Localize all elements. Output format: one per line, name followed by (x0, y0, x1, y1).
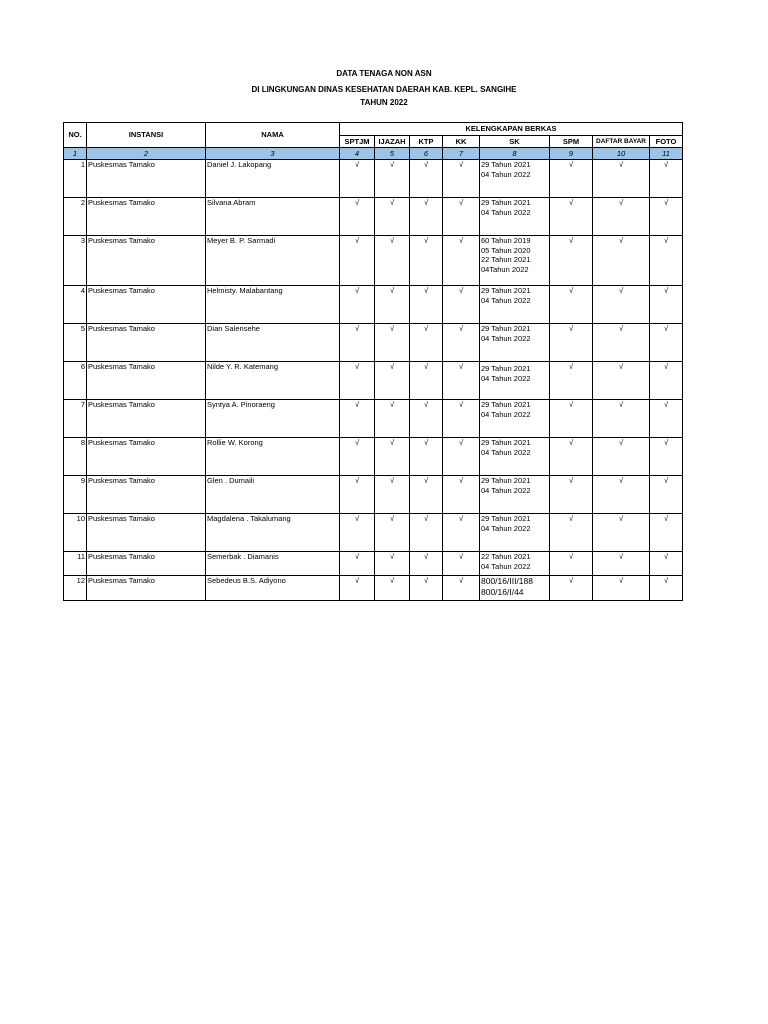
sk-entry: 04 Tahun 2022 (481, 333, 531, 343)
table-row (64, 476, 683, 514)
sk-entry: 04 Tahun 2022 (481, 409, 531, 419)
row-daftar-bayar-check: √ (593, 236, 650, 286)
row-nama-cell: Magdalena . Takalumang (206, 514, 340, 552)
index-cell: 5 (375, 148, 410, 160)
row-sk-cell (480, 476, 550, 514)
row-sptjm-check: √ (340, 552, 375, 576)
row-foto-check: √ (650, 236, 683, 286)
row-daftar-bayar-check: √ (593, 160, 650, 198)
sk-entry: 04 Tahun 2022 (481, 485, 531, 495)
row-sptjm-check: √ (340, 198, 375, 236)
row-spm-check: √ (550, 400, 593, 438)
sk-entry: 04 Tahun 2022 (481, 447, 531, 457)
row-ktp-check: √ (410, 236, 443, 286)
row-daftar-bayar-check: √ (593, 400, 650, 438)
col-header-instansi: INSTANSI (87, 123, 206, 148)
row-nama-cell: Semerbak . Diamanis (206, 552, 340, 576)
row-ijazah-check: √ (375, 236, 410, 286)
row-spm-check: √ (550, 576, 593, 601)
row-sk-cell (480, 514, 550, 552)
row-daftar-bayar-check: √ (593, 552, 650, 576)
row-no-cell: 11 (64, 552, 87, 576)
row-foto-check: √ (650, 576, 683, 601)
staff-table (63, 122, 683, 601)
row-ktp-check: √ (410, 160, 443, 198)
row-daftar-bayar-check: √ (593, 198, 650, 236)
row-sk-cell (480, 198, 550, 236)
row-sk-cell (480, 286, 550, 324)
row-daftar-bayar-check: √ (593, 576, 650, 601)
col-header-spm: SPM (550, 136, 593, 148)
col-header-foto: FOTO (650, 136, 683, 148)
row-daftar-bayar-check: √ (593, 286, 650, 324)
row-no-cell: 7 (64, 400, 87, 438)
sk-entry: 05 Tahun 2020 (481, 245, 531, 255)
row-daftar-bayar-check: √ (593, 362, 650, 400)
table-row (64, 236, 683, 286)
row-foto-check: √ (650, 198, 683, 236)
row-nama-cell: Dian Salensehe (206, 324, 340, 362)
row-kk-check: √ (443, 552, 480, 576)
row-foto-check: √ (650, 324, 683, 362)
row-ktp-check: √ (410, 362, 443, 400)
row-sk-cell (480, 236, 550, 286)
table-row (64, 198, 683, 236)
index-cell: 10 (593, 148, 650, 160)
row-spm-check: √ (550, 236, 593, 286)
row-ktp-check: √ (410, 198, 443, 236)
index-cell: 11 (650, 148, 683, 160)
row-sk-cell (480, 160, 550, 198)
row-ijazah-check: √ (375, 514, 410, 552)
table-row (64, 514, 683, 552)
row-kk-check: √ (443, 476, 480, 514)
row-spm-check: √ (550, 362, 593, 400)
sk-entry: 04 Tahun 2022 (481, 373, 531, 383)
row-daftar-bayar-check: √ (593, 514, 650, 552)
row-sptjm-check: √ (340, 324, 375, 362)
row-nama-cell: Glen . Dumaili (206, 476, 340, 514)
row-instansi-cell: Puskesmas Tamako (87, 552, 206, 576)
table-row (64, 552, 683, 576)
row-nama-cell: Sebedeus B.S. Adiyono (206, 576, 340, 601)
column-index-row (64, 148, 683, 160)
sk-entry: 29 Tahun 2021 (481, 324, 531, 333)
sk-entry: 04 Tahun 2022 (481, 561, 531, 571)
sk-entry: 29 Tahun 2021 (481, 198, 531, 207)
sk-entry: 04 Tahun 2022 (481, 523, 531, 533)
row-sptjm-check: √ (340, 362, 375, 400)
col-header-kelengkapan: KELENGKAPAN BERKAS (340, 123, 683, 136)
sk-entry: 22 Tahun 2021 (481, 552, 531, 561)
row-ktp-check: √ (410, 552, 443, 576)
index-cell: 6 (410, 148, 443, 160)
row-sptjm-check: √ (340, 400, 375, 438)
row-ijazah-check: √ (375, 198, 410, 236)
col-header-sk: SK (480, 136, 550, 148)
row-sptjm-check: √ (340, 476, 375, 514)
sk-entry: 29 Tahun 2021 (481, 476, 531, 485)
row-daftar-bayar-check: √ (593, 438, 650, 476)
col-header-kk: KK (443, 136, 480, 148)
index-cell: 2 (87, 148, 206, 160)
row-ktp-check: √ (410, 324, 443, 362)
row-foto-check: √ (650, 514, 683, 552)
row-sk-cell (480, 400, 550, 438)
row-foto-check: √ (650, 400, 683, 438)
row-ijazah-check: √ (375, 324, 410, 362)
row-kk-check: √ (443, 324, 480, 362)
row-sptjm-check: √ (340, 286, 375, 324)
row-foto-check: √ (650, 160, 683, 198)
row-instansi-cell: Puskesmas Tamako (87, 476, 206, 514)
row-no-cell: 9 (64, 476, 87, 514)
row-kk-check: √ (443, 362, 480, 400)
row-instansi-cell: Puskesmas Tamako (87, 198, 206, 236)
row-ktp-check: √ (410, 438, 443, 476)
row-kk-check: √ (443, 400, 480, 438)
row-no-cell: 12 (64, 576, 87, 601)
col-header-sptjm: SPTJM (340, 136, 375, 148)
row-spm-check: √ (550, 160, 593, 198)
sk-entry: 29 Tahun 2021 (481, 286, 531, 295)
row-instansi-cell: Puskesmas Tamako (87, 362, 206, 400)
row-foto-check: √ (650, 438, 683, 476)
row-ijazah-check: √ (375, 552, 410, 576)
row-ktp-check: √ (410, 476, 443, 514)
row-ijazah-check: √ (375, 438, 410, 476)
row-daftar-bayar-check: √ (593, 324, 650, 362)
row-spm-check: √ (550, 476, 593, 514)
row-foto-check: √ (650, 476, 683, 514)
index-cell: 7 (443, 148, 480, 160)
sk-entry: 04 Tahun 2022 (481, 207, 531, 217)
sk-entry: 60 Tahun 2019 (481, 236, 531, 245)
row-instansi-cell: Puskesmas Tamako (87, 324, 206, 362)
table-row (64, 576, 683, 601)
table-row (64, 438, 683, 476)
doc-title-line2: DI LINGKUNGAN DINAS KESEHATAN DAERAH KAB. KEPL. SANGIHE (251, 85, 517, 94)
row-kk-check: √ (443, 286, 480, 324)
col-header-no: NO. (64, 123, 87, 148)
row-kk-check: √ (443, 576, 480, 601)
row-daftar-bayar-check: √ (593, 476, 650, 514)
col-header-nama: NAMA (206, 123, 340, 148)
row-kk-check: √ (443, 514, 480, 552)
sk-entry: 29 Tahun 2021 (481, 364, 531, 373)
row-sptjm-check: √ (340, 160, 375, 198)
row-ktp-check: √ (410, 514, 443, 552)
row-ktp-check: √ (410, 576, 443, 601)
index-cell: 4 (340, 148, 375, 160)
row-ijazah-check: √ (375, 400, 410, 438)
row-no-cell: 8 (64, 438, 87, 476)
row-instansi-cell: Puskesmas Tamako (87, 400, 206, 438)
row-instansi-cell: Puskesmas Tamako (87, 236, 206, 286)
row-spm-check: √ (550, 286, 593, 324)
row-instansi-cell: Puskesmas Tamako (87, 576, 206, 601)
row-nama-cell: Syntya A. Pinoraeng (206, 400, 340, 438)
col-header-ktp: KTP (410, 136, 443, 148)
row-kk-check: √ (443, 160, 480, 198)
index-cell: 8 (480, 148, 550, 160)
row-instansi-cell: Puskesmas Tamako (87, 438, 206, 476)
sk-entry: 29 Tahun 2021 (481, 438, 531, 447)
sk-entry: 04Tahun 2022 (481, 264, 529, 274)
row-kk-check: √ (443, 438, 480, 476)
row-kk-check: √ (443, 236, 480, 286)
row-ijazah-check: √ (375, 576, 410, 601)
row-nama-cell: Silvana Abram (206, 198, 340, 236)
row-spm-check: √ (550, 514, 593, 552)
row-instansi-cell: Puskesmas Tamako (87, 160, 206, 198)
row-nama-cell: Rollie W. Korong (206, 438, 340, 476)
row-no-cell: 1 (64, 160, 87, 198)
row-instansi-cell: Puskesmas Tamako (87, 514, 206, 552)
doc-title-line1: DATA TENAGA NON ASN (336, 69, 432, 78)
row-nama-cell: Meyer B. P. Sarmadi (206, 236, 340, 286)
row-kk-check: √ (443, 198, 480, 236)
table-row (64, 362, 683, 400)
row-foto-check: √ (650, 286, 683, 324)
sk-entry: 04 Tahun 2022 (481, 295, 531, 305)
row-sk-cell (480, 552, 550, 576)
row-spm-check: √ (550, 198, 593, 236)
row-sk-cell (480, 362, 550, 400)
row-ijazah-check: √ (375, 362, 410, 400)
index-cell: 3 (206, 148, 340, 160)
table-row (64, 160, 683, 198)
col-header-ijazah: IJAZAH (375, 136, 410, 148)
table-row (64, 324, 683, 362)
row-no-cell: 10 (64, 514, 87, 552)
row-sk-cell (480, 324, 550, 362)
row-no-cell: 6 (64, 362, 87, 400)
sk-entry: 29 Tahun 2021 (481, 514, 531, 523)
row-ktp-check: √ (410, 286, 443, 324)
sk-entry: 29 Tahun 2021 (481, 160, 531, 169)
sk-entry: 800/16/III/188 (481, 576, 533, 586)
row-no-cell: 4 (64, 286, 87, 324)
row-sk-cell (480, 438, 550, 476)
row-sk-cell (480, 576, 550, 601)
table-row (64, 400, 683, 438)
row-no-cell: 5 (64, 324, 87, 362)
doc-title-line3: TAHUN 2022 (360, 98, 408, 107)
row-spm-check: √ (550, 324, 593, 362)
row-sptjm-check: √ (340, 438, 375, 476)
row-nama-cell: Helmisty. Malabantang (206, 286, 340, 324)
row-ktp-check: √ (410, 400, 443, 438)
index-cell: 9 (550, 148, 593, 160)
row-sptjm-check: √ (340, 576, 375, 601)
row-foto-check: √ (650, 362, 683, 400)
sk-entry: 04 Tahun 2022 (481, 169, 531, 179)
row-instansi-cell: Puskesmas Tamako (87, 286, 206, 324)
row-sptjm-check: √ (340, 236, 375, 286)
row-nama-cell: Nilde Y. R. Katemang (206, 362, 340, 400)
sk-entry: 22 Tahun 2021 (481, 255, 531, 265)
row-no-cell: 3 (64, 236, 87, 286)
row-foto-check: √ (650, 552, 683, 576)
col-header-daftar-bayar: DAFTAR BAYAR (593, 136, 650, 148)
row-nama-cell: Daniel J. Lakopang (206, 160, 340, 198)
row-no-cell: 2 (64, 198, 87, 236)
sk-entry: 800/16/I/44 (481, 586, 524, 597)
row-ijazah-check: √ (375, 476, 410, 514)
row-spm-check: √ (550, 438, 593, 476)
row-spm-check: √ (550, 552, 593, 576)
sk-entry: 29 Tahun 2021 (481, 400, 531, 409)
index-cell: 1 (64, 148, 87, 160)
row-sptjm-check: √ (340, 514, 375, 552)
row-ijazah-check: √ (375, 286, 410, 324)
row-ijazah-check: √ (375, 160, 410, 198)
table-row (64, 286, 683, 324)
